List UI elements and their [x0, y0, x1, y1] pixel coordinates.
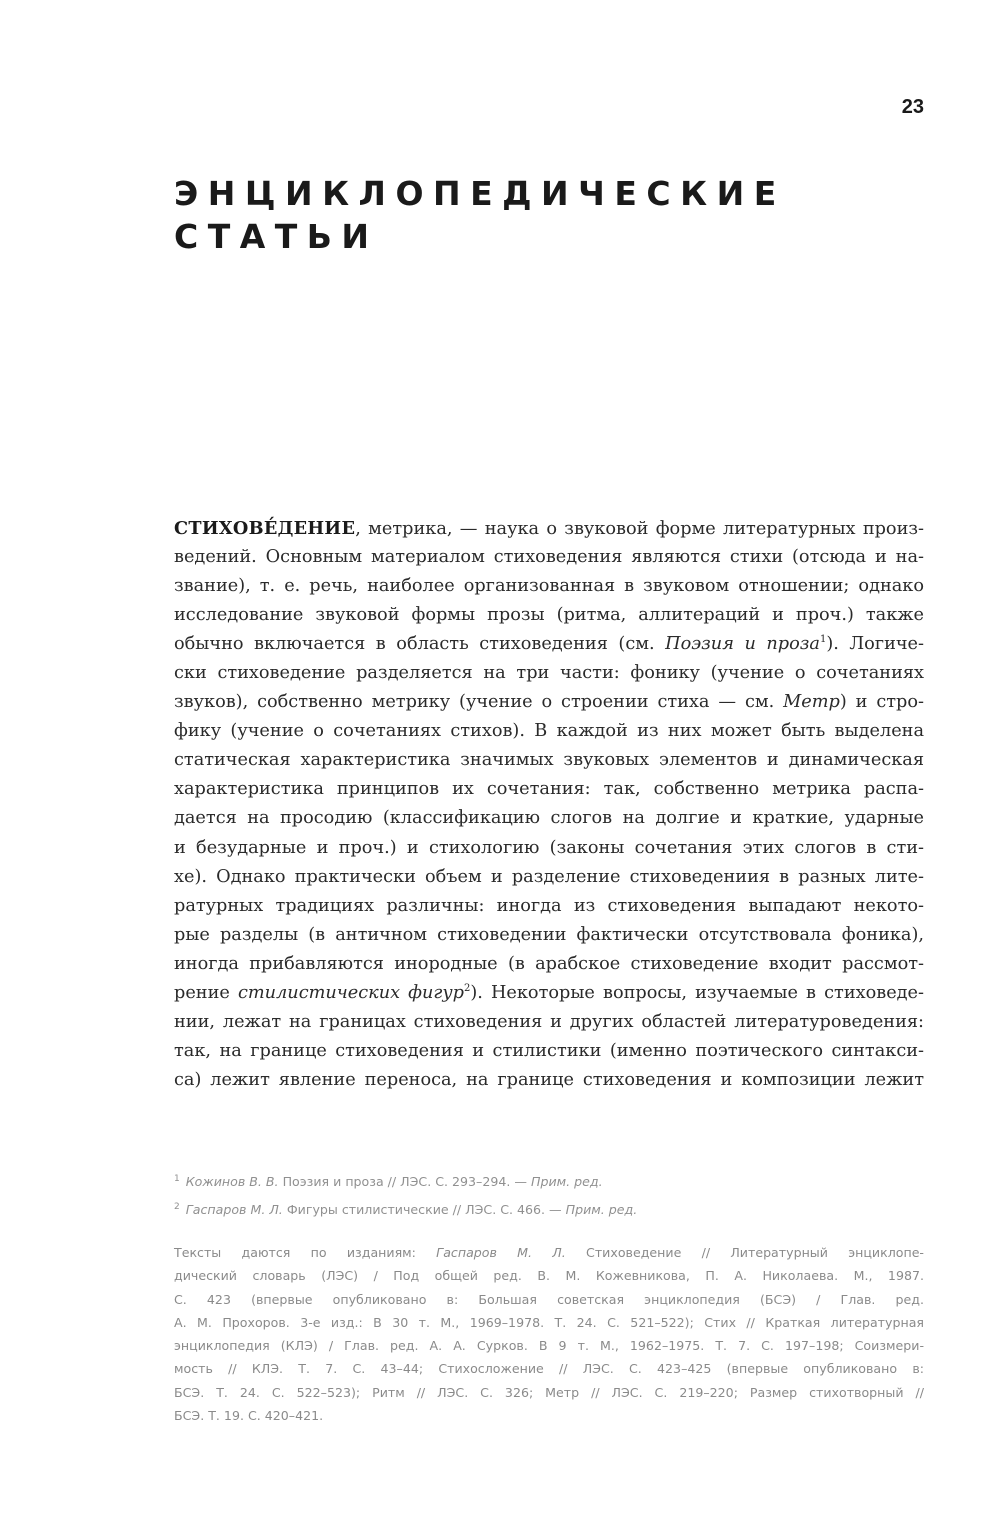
footnote-note: Прим. ред.: [565, 1202, 638, 1217]
footnote-mark: 2: [174, 1201, 180, 1212]
article-term: СТИХОВЕ́ДЕНИЕ: [174, 518, 356, 539]
article-line: так, на границе стиховедения и стилистики (именно поэтического синтакси-: [174, 1040, 924, 1061]
chapter-title: [174, 172, 786, 258]
footnote-note: Прим. ред.: [531, 1174, 603, 1189]
article-line: и безударные и проч.) и стихологию (законы сочетания этих слогов в сти-: [174, 837, 924, 858]
article-line: звание), т. е. речь, наиболее организованная в звуковом отношении; однако: [174, 576, 924, 597]
chapter-title-line-1: ЭНЦИКЛОПЕДИЧЕСКИЕ: [174, 174, 786, 213]
chapter-title-line-2: СТАТЬИ: [174, 217, 379, 256]
page-number: 23: [901, 96, 924, 118]
article-line: СТИХОВЕ́ДЕНИЕ, метрика, — наука о звуковой форме литературных произ-: [174, 518, 924, 539]
article-line: рые разделы (в античном стиховедении фактически отсутствовала фоника),: [174, 924, 924, 945]
source-note: [174, 1241, 924, 1427]
footnote-author: Кожинов В. В.: [185, 1174, 279, 1189]
source-note-line: БСЭ. Т. 19. С. 420–421.: [174, 1408, 324, 1424]
footnotes: [174, 1168, 934, 1224]
article-line: хе). Однако практически объем и разделение стиховедениия в разных лите-: [174, 866, 924, 887]
footnote-ref: 2: [463, 982, 471, 994]
source-note-line: БСЭ. Т. 24. С. 522–523); Ритм // ЛЭС. С. 326; Метр // ЛЭС. С. 219–220; Размер стихотворный //: [174, 1384, 924, 1400]
article-line: ведений. Основным материалом стиховедения являются стихи (отсюда и на-: [174, 547, 924, 568]
source-note-line: дический словарь (ЛЭС) / Под общей ред. В. М. Кожевникова, П. А. Николаева. М., 1987.: [174, 1268, 924, 1284]
source-note-line: С. 423 (впервые опубликовано в: Большая советская энциклопедия (БСЭ) / Глав. ред.: [174, 1291, 924, 1307]
article-line: ратурных традициях различны: иногда из стиховедения выпадают некото-: [174, 895, 924, 916]
article-line: фику (учение о сочетаниях стихов). В каждой из них может быть выделена: [174, 721, 924, 742]
footnote-ref: 1: [819, 634, 827, 646]
article-body: [174, 514, 924, 1095]
article-line: рение стилистических фигур$^2$). Некоторые вопросы, изучаемые в стиховеде-: [174, 982, 924, 1003]
article-line: нии, лежат на границах стиховедения и других областей литературоведения:: [174, 1011, 924, 1032]
footnote: $^2$ Гаспаров М. Л. Фигуры стилистические // ЛЭС. С. 466. — Прим. ред.: [174, 1201, 638, 1217]
article-line: статическая характеристика значимых звуковых элементов и динамическая: [174, 750, 924, 771]
article-line: дается на просодию (классификацию слогов на долгие и краткие, ударные: [174, 808, 924, 829]
article-line: ски стиховедение разделяется на три части: фонику (учение о сочетаниях: [174, 663, 924, 684]
footnote-mark: 1: [174, 1173, 180, 1184]
cross-reference: Метр: [783, 692, 840, 713]
source-note-line: А. М. Прохоров. 3-е изд.: В 30 т. М., 1969–1978. Т. 24. С. 521–522); Стих // Краткая литературная: [174, 1314, 924, 1330]
source-note-line: мость // КЛЭ. Т. 7. С. 43–44; Стихосложение // ЛЭС. С. 423–425 (впервые опубликовано в:: [174, 1361, 924, 1377]
footnote: $^1$ Кожинов В. В. Поэзия и проза // ЛЭС. С. 293–294. — Прим. ред.: [174, 1173, 603, 1189]
cross-reference: Поэзия и проза: [665, 634, 820, 655]
source-note-line: энциклопедия (КЛЭ) / Глав. ред. А. А. Сурков. В 9 т. М., 1962–1975. Т. 7. С. 197–198; Соизмери-: [174, 1338, 924, 1354]
article-line: обычно включается в область стиховедения (см. Поэзия и проза$^1$). Логиче-: [174, 634, 925, 655]
article-line: иногда прибавляются инородные (в арабское стиховедение входит рассмот-: [174, 953, 924, 974]
article-line: звуков), собственно метрику (учение о строении стиха — см. Метр) и стро-: [174, 692, 924, 713]
source-note-line: Тексты даются по изданиям: Гаспаров М. Л. Стиховедение // Литературный энциклопе-: [174, 1245, 924, 1260]
cross-reference: стилистических фигур: [237, 982, 464, 1003]
article-line: са) лежит явление переноса, на границе стиховедения и композиции лежит: [174, 1069, 924, 1090]
footnote-author: Гаспаров М. Л.: [185, 1202, 283, 1217]
article-line: характеристика принципов их сочетания: так, собственно метрика распа-: [174, 779, 924, 800]
article-line: исследование звуковой формы прозы (ритма, аллитераций и проч.) также: [174, 605, 924, 626]
